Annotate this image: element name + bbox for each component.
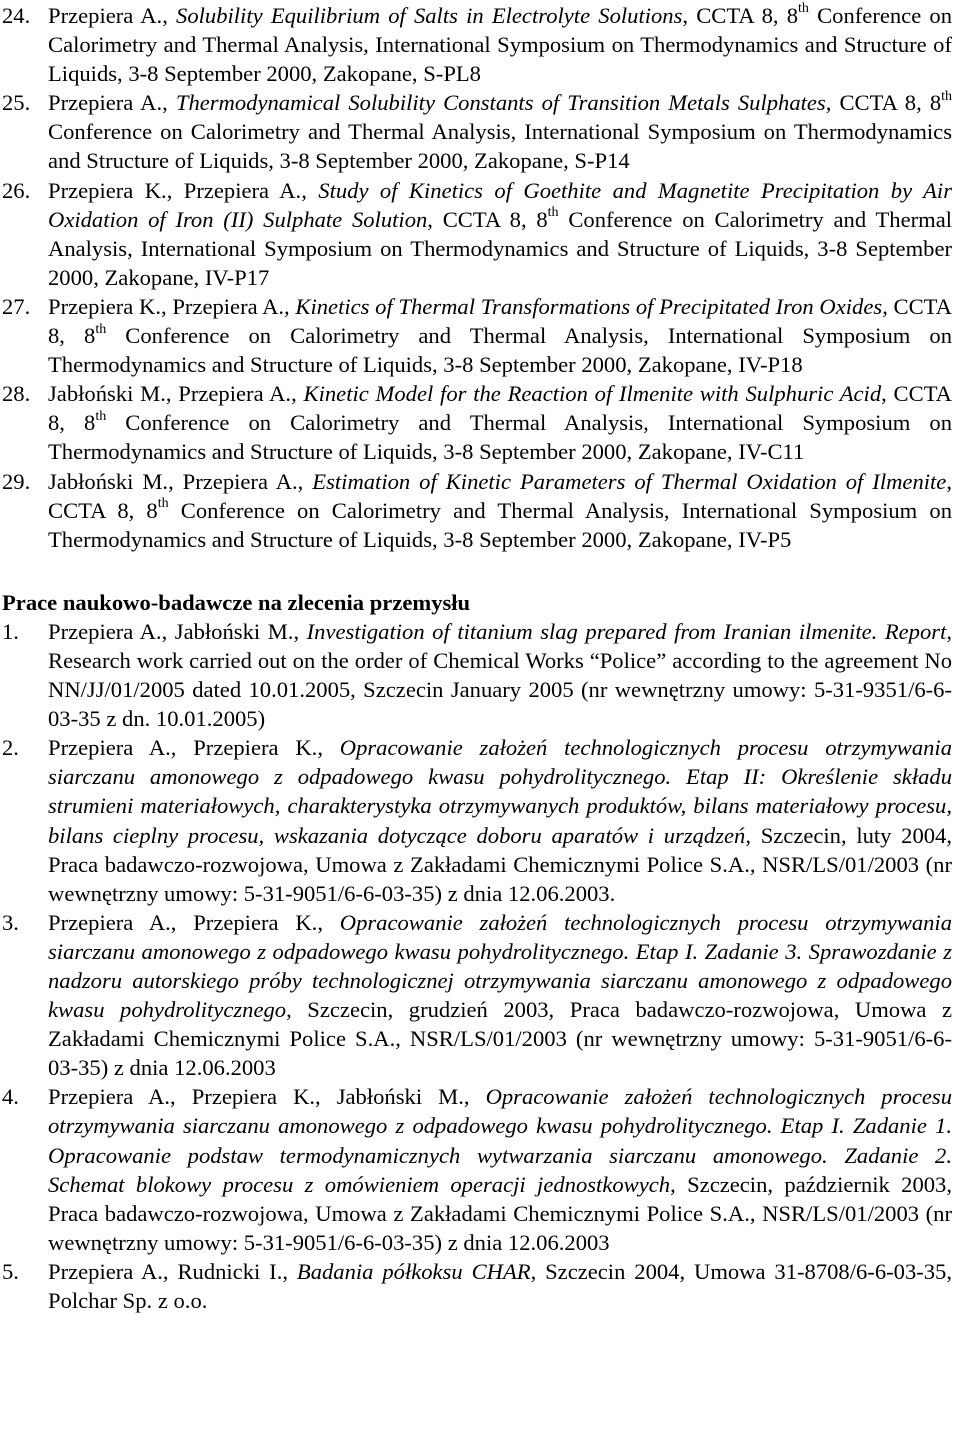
item-number: 24. <box>2 3 31 28</box>
item-title: Investigation of titanium slag prepared from Iranian ilmenite. Report <box>306 618 947 644</box>
list-item <box>2 1082 952 1257</box>
item-title: Opracowanie założeń technologicznych procesu otrzymywania siarczanu amonowego z odpadowego kwasu pohydrolitycznego. Etap I. Zadanie 3. Sprawozdanie z nadzoru autorskiego próby technologicznej otrzymywania siarczanu amonowego z odpadowego kwasu pohydrolitycznego <box>48 909 952 1023</box>
item-venue: , CCTA 8, 8 <box>48 468 952 523</box>
item-number: 28. <box>2 381 31 407</box>
list-item <box>2 88 952 175</box>
item-text: Jabłoński M., Przepiera A., Estimation of Kinetic Parameters of Thermal Oxidation of Ilmenite, CCTA 8, 8th Conference on Calorimetry and Thermal Analysis, International Symposium on Thermodynamics and Structure of Liquids, 3-8 September 2000, Zakopane, IV-P5 <box>48 468 952 552</box>
item-superscript: th <box>798 1 809 17</box>
item-text: Przepiera K., Przepiera A., Study of Kinetics of Goethite and Magnetite Precipitation by Air Oxidation of Iron (II) Sulphate Solution, CCTA 8, 8th Conference on Calorimetry and Thermal Analysis, International Symposium on Thermodynamics and Structure of Liquids, 3-8 September 2000, Zakopane, IV-P17 <box>48 177 952 290</box>
item-text: Przepiera K., Przepiera A., Kinetics of Thermal Transformations of Precipitated Iron Oxides, CCTA 8, 8th Conference on Calorimetry and Thermal Analysis, International Symposium on Thermodynamics and Structure of Liquids, 3-8 September 2000, Zakopane, IV-P18 <box>48 293 952 378</box>
item-number: 4. <box>2 1084 19 1110</box>
item-title: Kinetics of Thermal Transformations of Precipitated Iron Oxides <box>295 293 883 319</box>
item-superscript: th <box>95 321 107 337</box>
section-heading: Prace naukowo-badawcze na zlecenia przemysłu <box>2 589 471 615</box>
conference-list <box>2 1 952 554</box>
item-text: Przepiera A., Rudnicki I., Badania półkoksu CHAR, Szczecin 2004, Umowa 31-8708/6-6-03-35, Polchar Sp. z o.o. <box>48 1258 953 1314</box>
item-text: Przepiera A., Przepiera K., Opracowanie założeń technologicznych procesu otrzymywania siarczanu amonowego z odpadowego kwasu pohydrolitycznego. Etap I. Zadanie 3. Sprawozdanie z nadzoru autorskiego próby technologicznej otrzymywania siarczanu amonowego z odpadowego kwasu pohydrolitycznego, Szczecin, grudzień 2003, Praca badawczo-rozwojowa, Umowa z Zakładami Chemicznymi Police S.A., NSR/LS/01/2003 (nr wewnętrzny umowy: 5-31-9051/6-6-03-35) z dnia 12.06.2003 <box>48 909 953 1081</box>
item-venue-rest: Conference on Calorimetry and Thermal Analysis, International Symposium on Thermodynamics and Structure of Liquids, 3-8 September 2000, Zakopane, IV-C11 <box>48 410 952 465</box>
item-venue-rest: Conference on Calorimetry and Thermal Analysis, International Symposium on Thermodynamics and Structure of Liquids, 3-8 September 2000, Zakopane, IV-P18 <box>48 323 952 378</box>
list-item <box>2 617 952 733</box>
item-number: 1. <box>2 618 19 644</box>
item-text: Przepiera A., Solubility Equilibrium of Salts in Electrolyte Solutions, CCTA 8, 8th Conference on Calorimetry and Thermal Analysis, International Symposium on Thermodynamics and Structure of Liquids, 3-8 September 2000, Zakopane, S-PL8 <box>48 1 952 87</box>
item-venue: , CCTA 8, 8 <box>427 206 548 232</box>
item-authors: Przepiera A., Przepiera K., Jabłoński M. <box>48 1084 464 1110</box>
item-venue-rest: Conference on Calorimetry and Thermal Analysis, International Symposium on Thermodynamics and Structure of Liquids, 3-8 September 2000, Zakopane, IV-P17 <box>48 206 952 290</box>
item-venue: , CCTA 8, 8 <box>682 3 799 28</box>
item-title: Estimation of Kinetic Parameters of Thermal Oxidation of Ilmenite <box>312 468 947 494</box>
item-details: Szczecin, luty 2004, Praca badawczo-rozwojowa, Umowa z Zakładami Chemicznymi Police S.A., NSR/LS/01/2003 (nr wewnętrzny umowy: 5-31-9051/6-6-03-35) z dnia 12.06.2003. <box>48 822 952 906</box>
item-authors: Przepiera A. <box>48 3 163 28</box>
item-authors: Jabłoński M., Przepiera A. <box>48 381 292 407</box>
list-item <box>2 176 952 292</box>
item-details: , Szczecin, październik 2003, Praca badawczo-rozwojowa, Umowa z Zakładami Chemicznymi Police S.A., NSR/LS/01/2003 (nr wewnętrzny umowy: 5-31-9051/6-6-03-35) z dnia 12.06.2003 <box>48 1171 952 1255</box>
item-number: 29. <box>2 468 31 494</box>
industry-list <box>2 617 952 1315</box>
item-title: Study of Kinetics of Goethite and Magnetite Precipitation by Air Oxidation of Iron (II) Sulphate Solution <box>48 177 952 232</box>
item-authors: Przepiera K., Przepiera A. <box>48 177 302 203</box>
item-number: 25. <box>2 90 31 116</box>
list-item <box>2 1 952 88</box>
item-text: Jabłoński M., Przepiera A., Kinetic Model for the Reaction of Ilmenite with Sulphuric Acid, CCTA 8, 8th Conference on Calorimetry and Thermal Analysis, International Symposium on Thermodynamics and Structure of Liquids, 3-8 September 2000, Zakopane, IV-C11 <box>48 381 952 465</box>
item-number: 3. <box>2 909 19 935</box>
item-number: 26. <box>2 177 31 203</box>
list-item <box>2 379 952 466</box>
item-text: Przepiera A., Przepiera K., Opracowanie założeń technologicznych procesu otrzymywania siarczanu amonowego z odpadowego kwasu pohydrolitycznego. Etap II: Określenie składu strumieni materiałowych, charakterystyka otrzymywanych produktów, bilans materiałowy procesu, bilans cieplny procesu, wskazania dotyczące doboru aparatów i urządzeń, Szczecin, luty 2004, Praca badawczo-rozwojowa, Umowa z Zakładami Chemicznymi Police S.A., NSR/LS/01/2003 (nr wewnętrzny umowy: 5-31-9051/6-6-03-35) z dnia 12.06.2003. <box>48 735 952 906</box>
item-superscript: th <box>95 408 107 424</box>
item-text: Przepiera A., Jabłoński M., Investigation of titanium slag prepared from Iranian ilmenite. Report, Research work carried out on the order of Chemical Works “Police” according to the agreement No NN/JJ/01/2005 dated 10.01.2005, Szczecin January 2005 (nr wewnętrzny umowy: 5-31-9351/6-6-03-35 z dn. 10.01.2005) <box>48 618 952 732</box>
item-venue-rest: Conference on Calorimetry and Thermal Analysis, International Symposium on Thermodynamics and Structure of Liquids, 3-8 September 2000, Zakopane, IV-P5 <box>48 497 952 552</box>
item-authors: Przepiera K., Przepiera A. <box>48 293 285 319</box>
list-item <box>2 1257 952 1315</box>
item-venue: , CCTA 8, 8 <box>48 381 952 436</box>
item-venue: , CCTA 8, 8 <box>48 293 952 349</box>
item-number: 27. <box>2 293 31 319</box>
item-authors: Przepiera A., Jabłoński M. <box>48 618 294 644</box>
item-details: , Szczecin 2004, Umowa 31-8708/6-6-03-35, Polchar Sp. z o.o. <box>48 1258 953 1314</box>
item-title: Badania półkoksu CHAR <box>296 1258 531 1284</box>
item-title: Solubility Equilibrium of Salts in Electrolyte Solutions <box>176 3 683 28</box>
item-text: Przepiera A., Przepiera K., Jabłoński M., Opracowanie założeń technologicznych procesu otrzymywania siarczanu amonowego z odpadowego kwasu pohydrolitycznego. Etap I. Zadanie 1. Opracowanie podstaw termodynamicznych wytwarzania siarczanu amonowego. Zadanie 2. Schemat blokowy procesu z omówieniem operacji jednostkowych, Szczecin, październik 2003, Praca badawczo-rozwojowa, Umowa z Zakładami Chemicznymi Police S.A., NSR/LS/01/2003 (nr wewnętrzny umowy: 5-31-9051/6-6-03-35) z dnia 12.06.2003 <box>48 1084 952 1255</box>
list-item <box>2 467 952 554</box>
document-page <box>0 1 960 1454</box>
item-venue: , CCTA 8, 8 <box>825 90 942 116</box>
item-authors: Jabłoński M., Przepiera A. <box>48 468 298 494</box>
item-number: 5. <box>2 1258 19 1284</box>
item-superscript: th <box>941 88 953 104</box>
item-authors: Przepiera A., Przepiera K. <box>48 909 318 935</box>
item-number: 2. <box>2 735 19 761</box>
list-item <box>2 908 952 1083</box>
list-item <box>2 292 952 379</box>
item-authors: Przepiera A., Rudnicki I. <box>48 1258 283 1284</box>
item-venue-rest: Conference on Calorimetry and Thermal Analysis, International Symposium on Thermodynamics and Structure of Liquids, 3-8 September 2000, Zakopane, S-P14 <box>48 119 952 174</box>
item-title: Kinetic Model for the Reaction of Ilmenite with Sulphuric Acid <box>303 381 882 407</box>
list-item <box>2 733 952 908</box>
item-details: , Szczecin, grudzień 2003, Praca badawczo-rozwojowa, Umowa z Zakładami Chemicznymi Police S.A., NSR/LS/01/2003 (nr wewnętrzny umowy: 5-31-9051/6-6-03-35) z dnia 12.06.2003 <box>48 997 953 1081</box>
item-authors: Przepiera A., Przepiera K. <box>48 735 318 761</box>
item-superscript: th <box>157 496 169 512</box>
item-title: Thermodynamical Solubility Constants of Transition Metals Sulphates <box>175 90 826 116</box>
item-title: Opracowanie założeń technologicznych procesu otrzymywania siarczanu amonowego z odpadowego kwasu pohydrolitycznego. Etap II: Określenie składu strumieni materiałowych, charakterystyka otrzymywanych produktów, bilans materiałowy procesu, bilans cieplny procesu, wskazania dotyczące doboru aparatów i urządzeń, <box>48 735 952 848</box>
item-text: Przepiera A., Thermodynamical Solubility Constants of Transition Metals Sulphates, CCTA 8, 8th Conference on Calorimetry and Thermal Analysis, International Symposium on Thermodynamics and Structure of Liquids, 3-8 September 2000, Zakopane, S-P14 <box>48 88 953 174</box>
item-superscript: th <box>547 205 559 221</box>
item-details: , Research work carried out on the order of Chemical Works “Police” according to the agreement No NN/JJ/01/2005 dated 10.01.2005, Szczecin January 2005 (nr wewnętrzny umowy: 5-31-9351/6-6-03-35 z dn. 10.01.2005) <box>48 618 952 732</box>
item-venue-rest: Conference on Calorimetry and Thermal Analysis, International Symposium on Thermodynamics and Structure of Liquids, 3-8 September 2000, Zakopane, S-PL8 <box>48 3 952 87</box>
item-title: Opracowanie założeń technologicznych procesu otrzymywania siarczanu amonowego z odpadowego kwasu pohydrolitycznego. Etap I. Zadanie 1. Opracowanie podstaw termodynamicznych wytwarzania siarczanu amonowego. Zadanie 2. Schemat blokowy procesu z omówieniem operacji jednostkowych <box>48 1084 952 1197</box>
item-authors: Przepiera A. <box>48 90 163 116</box>
